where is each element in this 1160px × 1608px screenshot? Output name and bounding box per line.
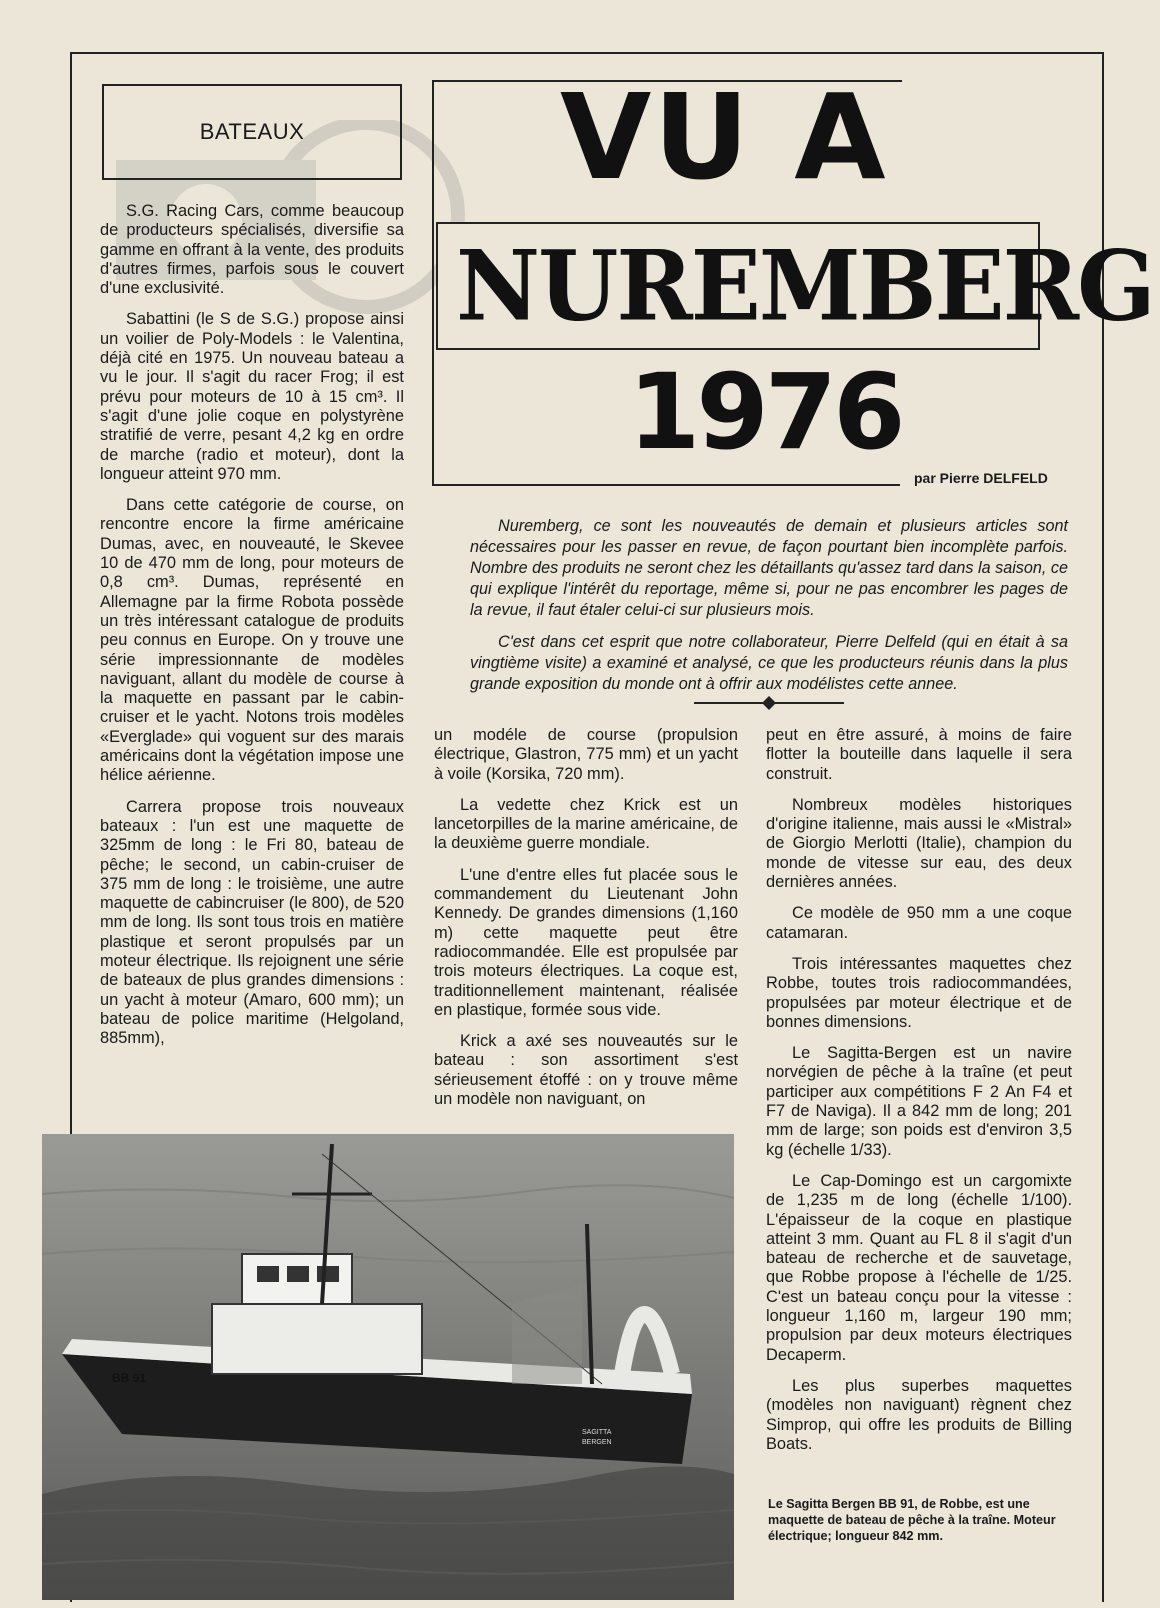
- paragraph: Trois intéressantes maquettes chez Robbe, toutes trois radiocommandées, propulsées par moteur électrique et de bonnes dimensions.: [766, 954, 1072, 1031]
- paragraph: Carrera propose trois nouveaux bateaux : l'un est une maquette de 325mm de long : le Fri 80, bateau de pêche; le second, un cabin-cruiser de 375 mm de long : le troisième, une autre maquette de cabincruiser (le 800), de 520 mm de long. Ils sont tous trois en matière plastique et seront propulsés par un moteur électrique. Ils rejoignent une série de bateaux de plus grandes dimensions : un yacht à moteur (Amaro, 600 mm); un bateau de police maritime (Helgoland, 885mm),: [100, 797, 404, 1048]
- column-3: [766, 726, 1072, 1466]
- paragraph: Le Cap-Domingo est un cargomixte de 1,235 m de long (échelle 1/100). L'épaisseur de la coque en plastique atteint 3 mm. Quant au FL 8 il s'agit d'un bateau de recherche et de sauvetage, que Robbe propose à l'échelle de 1/25. C'est un bateau conçu pour la vitesse : longueur 1,160 m, largeur 190 mm; propulsion par deux moteurs électriques Decaperm.: [766, 1171, 1072, 1364]
- paragraph: peut en être assuré, à moins de faire flotter la bouteille dans laquelle il sera construit.: [766, 726, 1072, 783]
- paragraph: S.G. Racing Cars, comme beaucoup de producteurs spécialisés, diversifie sa gamme en offrant à la vente, des produits d'autres firmes, parfois sous le couvert d'une exclusivité.: [100, 202, 404, 298]
- paragraph: Dans cette catégorie de course, on rencontre encore la firme américaine Dumas, avec, en nouveauté, le Skevee 10 de 470 mm de long, pour moteurs de 0,8 cm³. Dumas, représenté en Allemagne par la firme Robota possède un très intéressant catalogue de produits peu connus en Europe. On y trouve une série impressionnante de modèles naviguant, allant du modèle de course à la maquette en passant par le cabin-cruiser et le yacht. Notons trois modèles «Everglade» qui voguent sur des marais américains dont la végétation impose une hélice aérienne.: [100, 496, 404, 785]
- stern-label-1: SAGITTA: [582, 1429, 612, 1436]
- ornament-divider: [694, 696, 844, 710]
- intro: [470, 516, 1068, 706]
- paragraph: Sabattini (le S de S.G.) propose ainsi un voilier de Poly-Models : le Valentina, déjà cité en 1975. Un nouveau bateau a vu le jour. Il s'agit du racer Frog; il est prévu pour moteurs de 10 à 15 cm³. Il s'agit d'une jolie coque en polystyrène stratifié de verre, pesant 4,2 kg en ordre de marche (radio et moteur), dont la longueur atteint 970 mm.: [100, 310, 404, 483]
- paragraph: Ce modèle de 950 mm a une coque catamaran.: [766, 904, 1072, 942]
- column-2: [434, 726, 738, 1121]
- photo-caption: Le Sagitta Bergen BB 91, de Robbe, est une maquette de bateau de pêche à la traîne. Moteur électrique; longueur 842 mm.: [768, 1497, 1056, 1543]
- title-rule: [432, 484, 900, 486]
- boat-photo: [42, 1134, 734, 1600]
- paragraph: Nombreux modèles historiques d'origine italienne, mais aussi le «Mistral» de Giorgio Merlotti (Italie), champion du monde de vitesse sur eau, des deux dernières années.: [766, 795, 1072, 892]
- stern-label-2: BERGEN: [582, 1439, 612, 1446]
- paragraph: L'une d'entre elles fut placée sous le commandement du Lieutenant John Kennedy. De grandes dimensions (1,160 m) cette maquette peut être radiocommandée. Elle est propulsée par trois moteurs électriques. La coque est, traditionnellement maintenant, réalisée en plastique, formée sous vide.: [434, 865, 738, 1019]
- paragraph: Le Sagitta-Bergen est un navire norvégien de pêche à la traîne (et peut participer aux compétitions F 2 An F4 et F7 de Naviga). Il a 842 mm de long; 201 mm de large; son poids est d'environ 3,5 kg (échelle 1/33).: [766, 1044, 1072, 1159]
- title-line-2: NUREMBERG: [456, 229, 1154, 343]
- title-line-1: VU A: [560, 68, 888, 206]
- section-label: BATEAUX: [102, 84, 402, 180]
- column-1: [100, 202, 404, 1060]
- title-line-3: 1976: [628, 351, 902, 473]
- paragraph: un modéle de course (propulsion électrique, Glastron, 775 mm) et un yacht à voile (Korsika, 720 mm).: [434, 726, 738, 783]
- paragraph: La vedette chez Krick est un lancetorpilles de la marine américaine, de la deuxième guerre mondiale.: [434, 795, 738, 853]
- hull-label: BB 91: [112, 1371, 147, 1385]
- paragraph: Krick a axé ses nouveautés sur le bateau : son assortiment s'est sérieusement étoffé : on y trouve même un modèle non naviguant, on: [434, 1032, 738, 1109]
- intro-paragraph: C'est dans cet esprit que notre collaborateur, Pierre Delfeld (qui en était à sa vingtième visite) a examiné et analysé, ce que les producteurs réunis dans la plus grande exposition du monde ont à offrir aux modélistes cette annee.: [470, 633, 1068, 693]
- byline: par Pierre DELFELD: [914, 470, 1048, 486]
- paragraph: Les plus superbes maquettes (modèles non naviguant) règnent chez Simprop, qui offre les produits de Billing Boats.: [766, 1376, 1072, 1453]
- boat-photo-image: [42, 1134, 734, 1600]
- intro-paragraph: Nuremberg, ce sont les nouveautés de demain et plusieurs articles sont nécessaires pour les passer en revue, de façon pourtant bien incomplète parfois. Nombre des produits ne seront chez les détaillants qu'assez tard dans la saison, ce qui explique l'intérêt du reportage, même si, pour ne pas encombrer les pages de la revue, il faut étaler celui-ci sur plusieurs mois.: [470, 517, 1068, 619]
